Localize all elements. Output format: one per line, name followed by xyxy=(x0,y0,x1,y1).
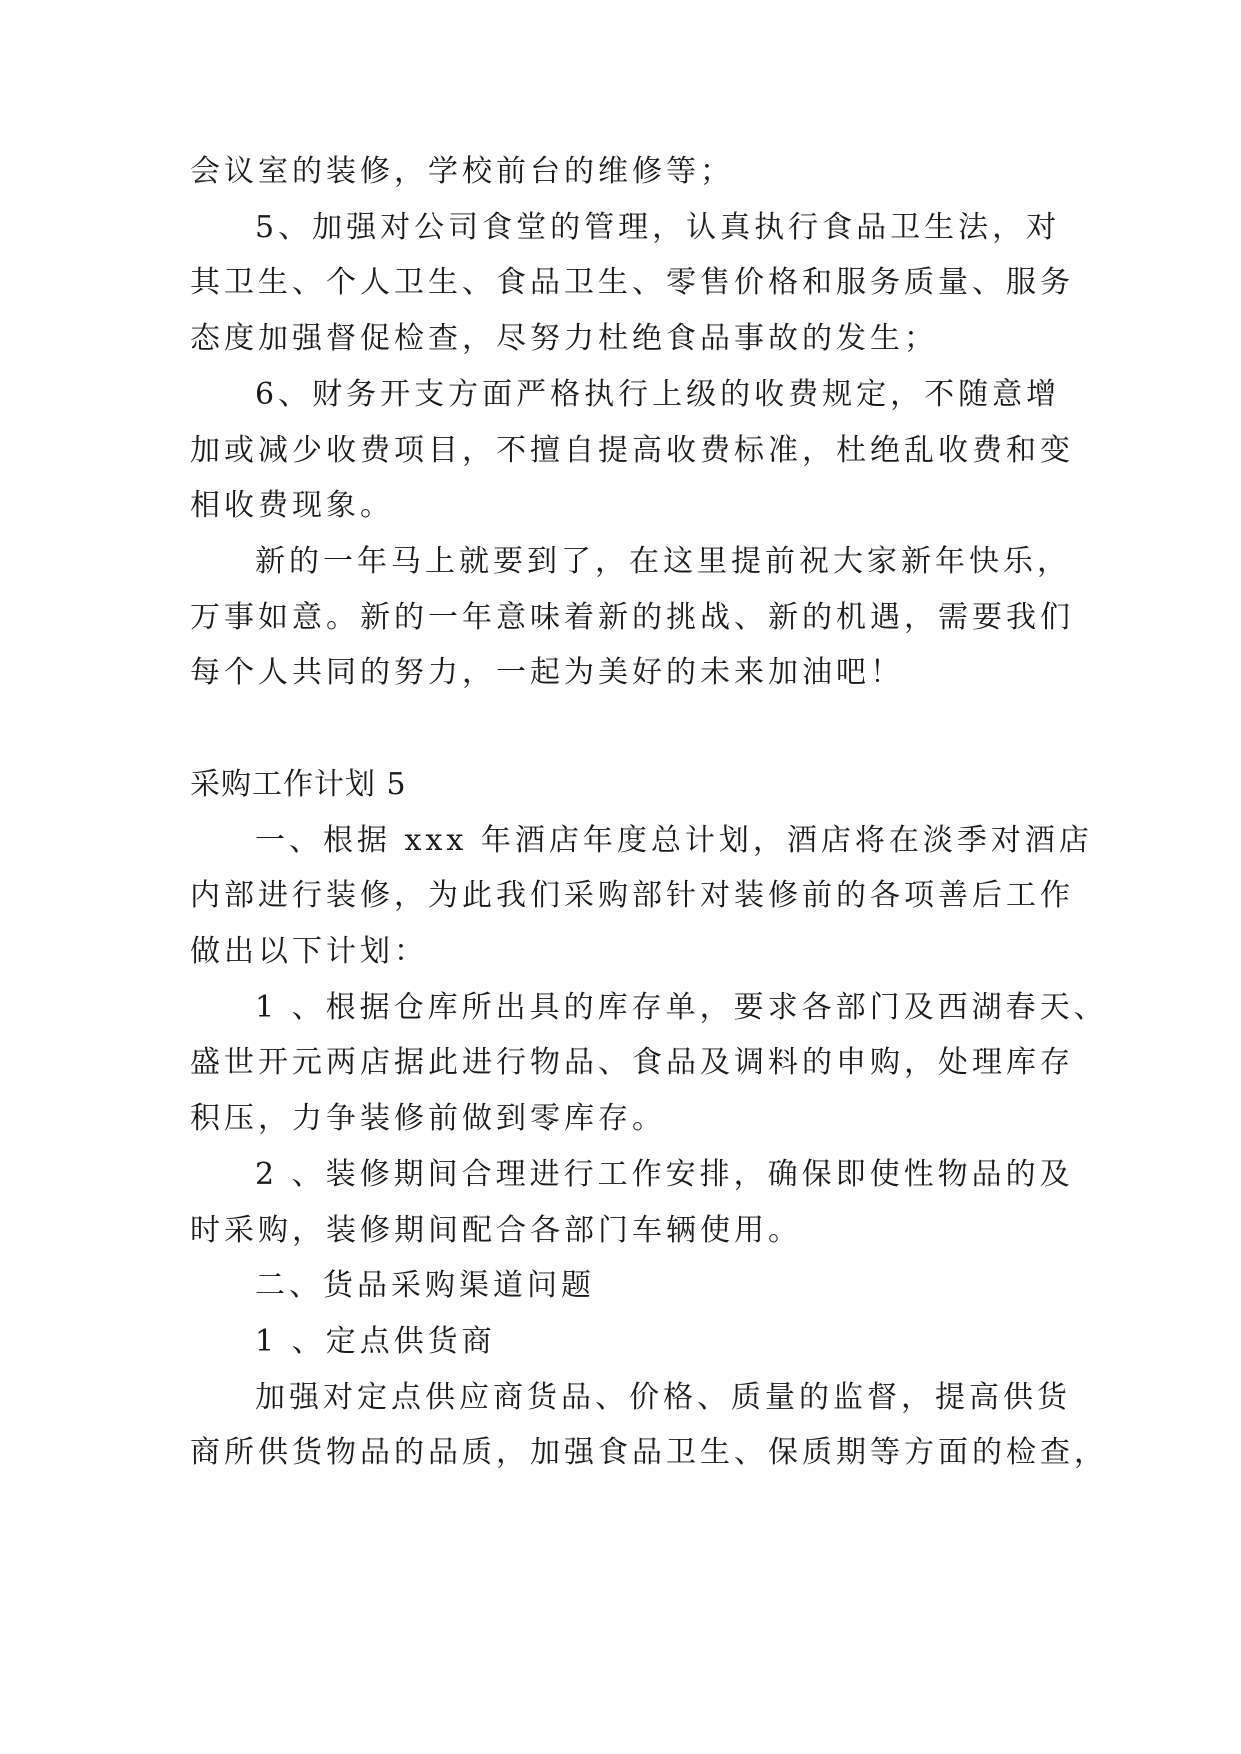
text-line: 态度加强督促检查，尽努力杜绝食品事故的发生； xyxy=(190,321,938,356)
text-line: 会议室的装修，学校前台的维修等； xyxy=(190,154,734,189)
text-line: 加或减少收费项目，不擅自提高收费标准，杜绝乱收费和变 xyxy=(190,433,1074,468)
text-line: 6、财务开支方面严格执行上级的收费规定，不随意增 xyxy=(255,377,1061,412)
text-line: 加强对定点供应商货品、价格、质量的监督，提高供货 xyxy=(255,1380,1071,1415)
subheading: 二、货品采购渠道问题 xyxy=(255,1268,595,1303)
text-line: 一、根据 xxx 年酒店年度总计划，酒店将在淡季对酒店 xyxy=(255,823,1093,858)
text-line: 其卫生、个人卫生、食品卫生、零售价格和服务质量、服务 xyxy=(190,265,1074,300)
text-line: 万事如意。新的一年意味着新的挑战、新的机遇，需要我们 xyxy=(190,600,1074,635)
text-line: 新的一年马上就要到了，在这里提前祝大家新年快乐， xyxy=(255,544,1071,579)
text-line: 做出以下计划： xyxy=(190,934,428,969)
text-line: 内部进行装修，为此我们采购部针对装修前的各项善后工作 xyxy=(190,878,1074,913)
text-line: 2 、装修期间合理进行工作安排，确保即使性物品的及 xyxy=(255,1157,1074,1192)
subheading: 1 、定点供货商 xyxy=(255,1324,496,1359)
section-heading: 采购工作计划 5 xyxy=(190,767,407,802)
text-line: 每个人共同的努力，一起为美好的未来加油吧！ xyxy=(190,655,904,690)
text-line: 5、加强对公司食堂的管理，认真执行食品卫生法，对 xyxy=(255,210,1061,245)
text-line: 积压，力争装修前做到零库存。 xyxy=(190,1101,666,1136)
text-line: 相收费现象。 xyxy=(190,488,394,523)
text-line: 1 、根据仓库所出具的库存单，要求各部门及西湖春天、 xyxy=(255,990,1108,1025)
text-line: 商所供货物品的品质，加强食品卫生、保质期等方面的检查， xyxy=(190,1435,1108,1470)
text-line: 盛世开元两店据此进行物品、食品及调料的申购，处理库存 xyxy=(190,1045,1074,1080)
text-line: 时采购，装修期间配合各部门车辆使用。 xyxy=(190,1213,802,1248)
